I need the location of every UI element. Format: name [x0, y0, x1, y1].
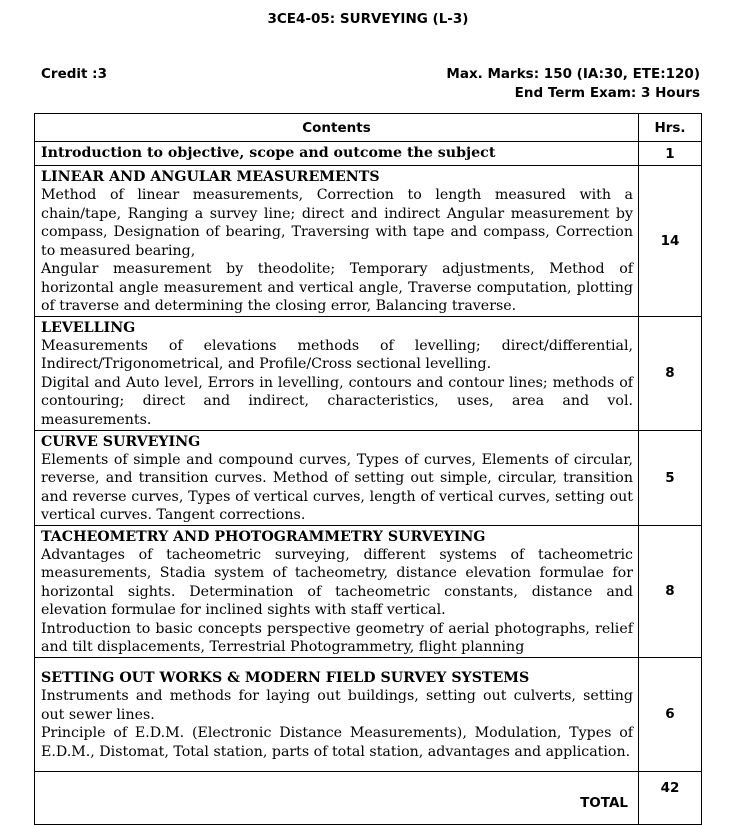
unit-paragraph: Introduction to basic concepts perspective geometry of aerial photographs, relief and tilt displacements, Terrestrial Photogrammetry, flight planning [41, 620, 633, 655]
intro-row [35, 142, 702, 166]
unit-row-linear-angular [35, 166, 702, 317]
unit-paragraph: Elements of simple and compound curves, Types of curves, Elements of circular, reverse, and transition curves. Method of setting out simple, circular, transition and reverse curves, Types of vertical curves, length of vertical curves, setting out vertical curves. Tangent corrections. [41, 451, 633, 523]
max-marks-info: Max. Marks: 150 (IA:30, ETE:120) [446, 66, 700, 82]
unit-title: LINEAR AND ANGULAR MEASUREMENTS [41, 169, 380, 185]
hours-column-header: Hrs. [639, 114, 702, 142]
unit-title: LEVELLING [41, 319, 136, 336]
unit-paragraph: Angular measurement by theodolite; Temporary adjustments, Method of horizontal angle measurement and vertical angle, Traverse computation, plotting of traverse and determining the closing error, Balancing traverse. [41, 261, 633, 314]
table-header-row [35, 114, 702, 142]
unit-paragraph: Digital and Auto level, Errors in levelling, contours and contour lines; methods of contouring; direct and indirect, characteristics, uses, area and vol. measurements. [41, 374, 633, 428]
unit-hours: 14 [639, 166, 702, 317]
unit-paragraph: Advantages of tacheometric surveying, different systems of tacheometric measurements, Stadia system of tacheometry, distance elevation formulae for horizontal sights. Determination of tacheometric constants, distance and elevation formulae for inclined sights with staff vertical. [41, 546, 633, 618]
intro-hours: 1 [639, 142, 702, 166]
unit-content [35, 525, 639, 657]
unit-title: CURVE SURVEYING [41, 433, 201, 450]
credit-info: Credit :3 [41, 66, 107, 82]
unit-hours: 8 [639, 316, 702, 430]
unit-paragraph: Measurements of elevations methods of levelling; direct/differential, Indirect/Trigonometrical, and Profile/Cross sectional levelling. [41, 337, 633, 373]
total-row [35, 771, 702, 824]
unit-row-setting-out [35, 657, 702, 771]
unit-title: SETTING OUT WORKS & MODERN FIELD SURVEY SYSTEMS [41, 670, 530, 686]
unit-row-tacheometry [35, 525, 702, 657]
unit-content [35, 316, 639, 430]
unit-content [35, 430, 639, 525]
unit-paragraph: Instruments and methods for laying out buildings, setting out culverts, setting out sewer lines. [41, 688, 633, 723]
unit-title: TACHEOMETRY AND PHOTOGRAMMETRY SURVEYING [41, 528, 486, 545]
unit-row-curve-surveying [35, 430, 702, 525]
unit-paragraph: Method of linear measurements, Correction to length measured with a chain/tape, Ranging a survey line; direct and indirect Angular measurement by compass, Designation of bearing, Traversing with tape and compass, Correction to measured bearing, [41, 187, 633, 259]
unit-hours: 6 [639, 657, 702, 771]
unit-row-levelling [35, 316, 702, 430]
total-label: TOTAL [35, 771, 639, 824]
unit-content [35, 657, 639, 771]
course-title: 3CE4-05: SURVEYING (L-3) [267, 11, 469, 27]
total-hours: 42 [639, 771, 702, 824]
unit-paragraph: Principle of E.D.M. (Electronic Distance Measurements), Modulation, Types of E.D.M., Distomat, Total station, parts of total station, advantages and application. [41, 725, 633, 760]
unit-content [35, 166, 639, 317]
exam-duration-info: End Term Exam: 3 Hours [514, 85, 700, 101]
syllabus-table [34, 113, 702, 825]
unit-hours: 8 [639, 525, 702, 657]
contents-column-header: Contents [35, 114, 639, 142]
unit-hours: 5 [639, 430, 702, 525]
intro-text: Introduction to objective, scope and outcome the subject [35, 142, 639, 166]
